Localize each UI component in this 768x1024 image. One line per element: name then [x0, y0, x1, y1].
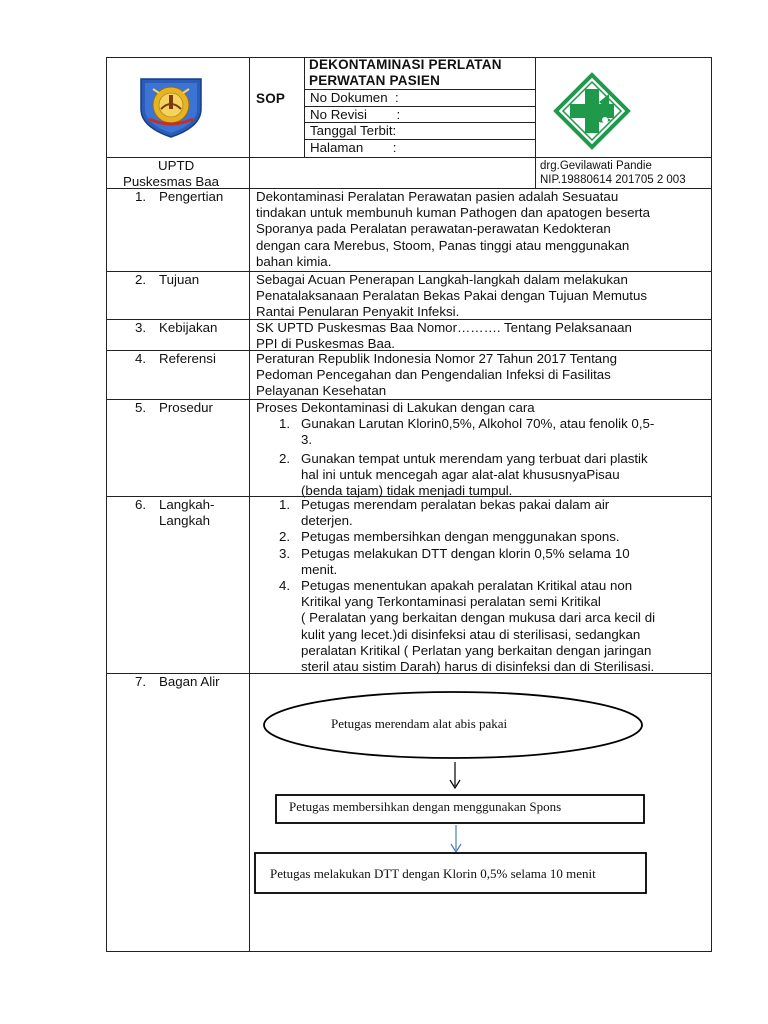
- section-5-content: [256, 400, 708, 499]
- step-item: 4. Petugas menentukan apakah peralatan Kritikal atau non Kritikal yang Terkontaminasi peralatan semi Kritikal ( Peralatan yang berkaitan dengan mukusa dari arca kecil di kulit yang lecet.)di disinfeksi atau di sterilisasi, sedangkan peralatan Kritikal ( Perlatan yang berkaitan dengan jaringan steril atau sistim Darah) harus di disinfeksi dan di Sterilisasi.: [279, 578, 656, 675]
- section-1-label: 1. Pengertian: [135, 189, 224, 204]
- field-halaman: Halaman :: [310, 140, 397, 155]
- sop-label: SOP: [256, 91, 286, 106]
- step-item: 1. Petugas merendam peralatan bekas pakai dalam air deterjen.: [279, 497, 610, 529]
- regional-emblem-icon: [135, 75, 207, 139]
- border-right: [711, 57, 712, 952]
- document-title-line-1: DEKONTAMINASI PERLATAN: [309, 57, 502, 72]
- section-3-content: SK UPTD Puskesmas Baa Nomor………. Tentang Pelaksanaan PPI di Puskesmas Baa.: [256, 320, 632, 352]
- field-tanggal-terbit: Tanggal Terbit:: [310, 123, 397, 138]
- procedure-item: 2. Gunakan tempat untuk merendam yang terbuat dari plastik hal ini untuk mencegah agar alat-alat khususnyaPisau (benda tajam) tidak menjadi tumpul.: [279, 450, 648, 499]
- procedure-item: 1. Gunakan Larutan Klorin0,5%, Alkohol 70%, atau fenolik 0,5- 3.: [279, 416, 655, 448]
- section-4-label: 4. Referensi: [135, 351, 216, 366]
- field-no-dokumen: No Dokumen :: [310, 90, 399, 105]
- divider-sop-fields: [304, 57, 305, 158]
- unit-name-line-2: Puskesmas Baa: [123, 174, 220, 189]
- section-1-content: Dekontaminasi Peralatan Perawatan pasien adalah Sesuatau tindakan untuk membunuh kuman Pathogen dan apatogen beserta Sporanya pada Peralatan perawatan-perawatan Kedokteran dengan cara Merebus, Stoom, Panas tinggi atau menggunakan bahan kimia.: [256, 189, 651, 269]
- section-7-label: 7. Bagan Alir: [135, 674, 220, 689]
- border-left: [106, 57, 107, 952]
- section-2-label: 2. Tujuan: [135, 272, 200, 287]
- flow-step-2-text: Petugas membersihkan dengan menggunakan Spons: [289, 799, 562, 814]
- puskesmas-logo-icon: [553, 72, 631, 150]
- section-3-label: 3. Kebijakan: [135, 320, 218, 335]
- flow-step-3-text: Petugas melakukan DTT dengan Klorin 0,5% selama 10 menit: [270, 866, 596, 881]
- section-6-label: 6. Langkah- Langkah: [135, 497, 215, 528]
- step-item: 3. Petugas melakukan DTT dengan klorin 0,5% selama 10 menit.: [279, 545, 630, 577]
- document-title-line-2: PERWATAN PASIEN: [309, 73, 441, 88]
- border-bottom: [106, 951, 712, 952]
- section-2-content: Sebagai Acuan Penerapan Langkah-langkah dalam melakukan Penatalaksanaan Peralatan Bekas Pakai dengan Tujuan Memutus Rantai Penularan Penyakit Infeksi.: [256, 272, 648, 320]
- signer-name: drg.Gevilawati Pandie: [540, 160, 652, 172]
- divider-fields-logo: [535, 57, 536, 188]
- signer-nip: NIP.19880614 201705 2 003: [540, 174, 686, 186]
- section-5-label: 5. Prosedur: [135, 400, 213, 415]
- section-4-content: Peraturan Republik Indonesia Nomor 27 Tahun 2017 Tentang Pedoman Pencegahan dan Pengendalian Infeksi di Fasilitas Pelayanan Kesehatan: [256, 351, 617, 399]
- field-no-revisi: No Revisi :: [310, 107, 401, 122]
- procedure-intro: Proses Dekontaminasi di Lakukan dengan cara: [256, 400, 535, 415]
- flow-step-1-text: Petugas merendam alat abis pakai: [331, 716, 508, 731]
- section-6-content: [279, 497, 709, 675]
- unit-name-line-1: UPTD: [158, 158, 195, 173]
- step-item: 2. Petugas membersihkan dengan menggunakan spons.: [279, 529, 620, 545]
